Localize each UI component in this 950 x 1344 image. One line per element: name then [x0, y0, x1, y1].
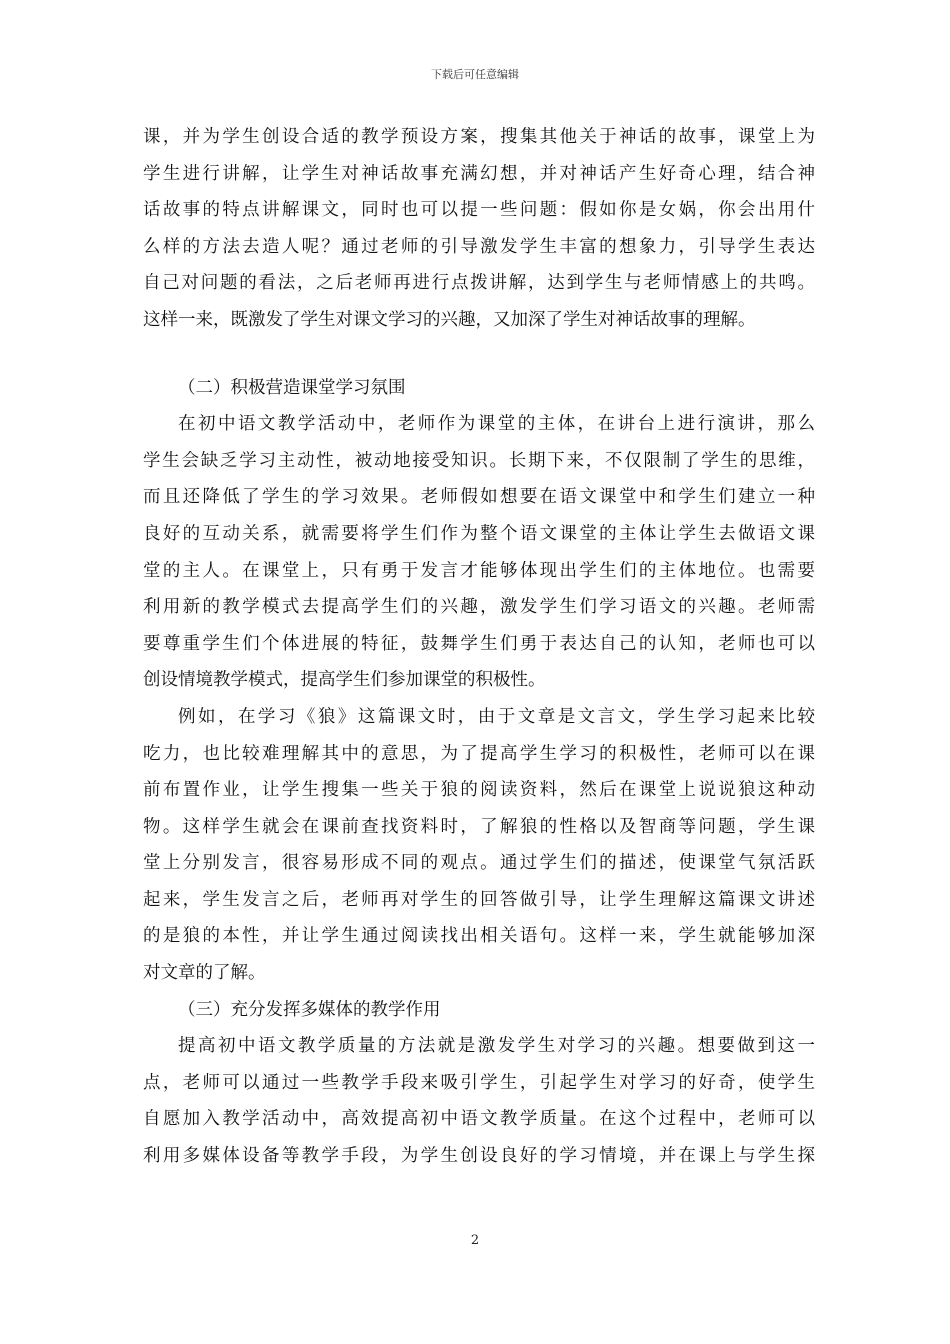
text-line: 么样的方法去造人呢？通过老师的引导激发学生丰富的想象力，引导学生表达 [143, 236, 815, 257]
paragraph [143, 119, 815, 339]
text-line: 创设情境教学模式，提高学生们参加课堂的积极性。 [143, 670, 546, 691]
text-line: 学生进行讲解，让学生对神话故事充满幻想，并对神话产生好奇心理，结合神 [143, 163, 815, 184]
text-line: 前布置作业，让学生搜集一些关于狼的阅读资料，然后在课堂上说说狼这种动 [143, 780, 815, 801]
text-line: 堂的主人。在课堂上，只有勇于发言才能够体现出学生们的主体地位。也需要 [143, 560, 815, 581]
text-line: 提高初中语文教学质量的方法就是激发学生对学习的兴趣。想要做到这一 [178, 1036, 815, 1057]
section-heading: （三）充分发挥多媒体的教学作用 [178, 999, 441, 1020]
text-line: 在初中语文教学活动中，老师作为课堂的主体，在讲台上进行演讲，那么 [178, 414, 815, 435]
text-line: 对文章的了解。 [143, 963, 266, 984]
paragraph [143, 1028, 815, 1174]
paragraph [143, 406, 815, 699]
text-line: 吃力，也比较难理解其中的意思，为了提高学生学习的积极性，老师可以在课 [143, 743, 815, 764]
text-line: 起来，学生发言之后，老师再对学生的回答做引导，让学生理解这篇课文讲述 [143, 889, 815, 910]
text-line: 要尊重学生们个体进展的特征，鼓舞学生们勇于表达自己的认知，老师也可以 [143, 633, 815, 654]
text-line: 自愿加入教学活动中，高效提高初中语文教学质量。在这个过程中，老师可以 [143, 1109, 815, 1130]
text-line: 的是狼的本性，并让学生通过阅读找出相关语句。这样一来，学生就能够加深 [143, 926, 815, 947]
text-line: 话故事的特点讲解课文，同时也可以提一些问题：假如你是女娲，你会出用什 [143, 200, 815, 221]
text-line: 堂上分别发言，很容易形成不同的观点。通过学生们的描述，使课堂气氛活跃 [143, 853, 815, 874]
text-line: 利用多媒体设备等教学手段，为学生创设良好的学习情境，并在课上与学生探 [143, 1146, 815, 1167]
paragraph [143, 699, 815, 992]
spacer [143, 339, 815, 370]
page-header: 下载后可任意编辑 [431, 68, 519, 81]
text-line: 学生会缺乏学习主动性，被动地接受知识。长期下来，不仅限制了学生的思维， [143, 450, 815, 471]
text-line: 课，并为学生创设合适的教学预设方案，搜集其他关于神话的故事，课堂上为 [143, 127, 815, 147]
page-number: 2 [470, 1233, 480, 1248]
document-body [143, 119, 815, 1175]
text-line: 物。这样学生就会在课前查找资料时，了解狼的性格以及智商等问题，学生课 [143, 816, 815, 837]
text-line: 这样一来，既激发了学生对课文学习的兴趣，又加深了学生对神话故事的理解。 [143, 309, 756, 330]
text-line: 而且还降低了学生的学习效果。老师假如想要在语文课堂中和学生们建立一种 [143, 487, 815, 508]
text-line: 例如，在学习《狼》这篇课文时，由于文章是文言文，学生学习起来比较 [178, 706, 815, 727]
text-line: 利用新的教学模式去提高学生们的兴趣，激发学生们学习语文的兴趣。老师需 [143, 597, 815, 618]
text-line: 自己对问题的看法，之后老师再进行点拨讲解，达到学生与老师情感上的共鸣。 [143, 273, 815, 294]
text-line: 点，老师可以通过一些教学手段来吸引学生，引起学生对学习的好奇，使学生 [143, 1072, 815, 1093]
section-heading: （二）积极营造课堂学习氛围 [178, 377, 406, 398]
text-line: 良好的互动关系，就需要将学生们作为整个语文课堂的主体让学生去做语文课 [143, 523, 815, 544]
